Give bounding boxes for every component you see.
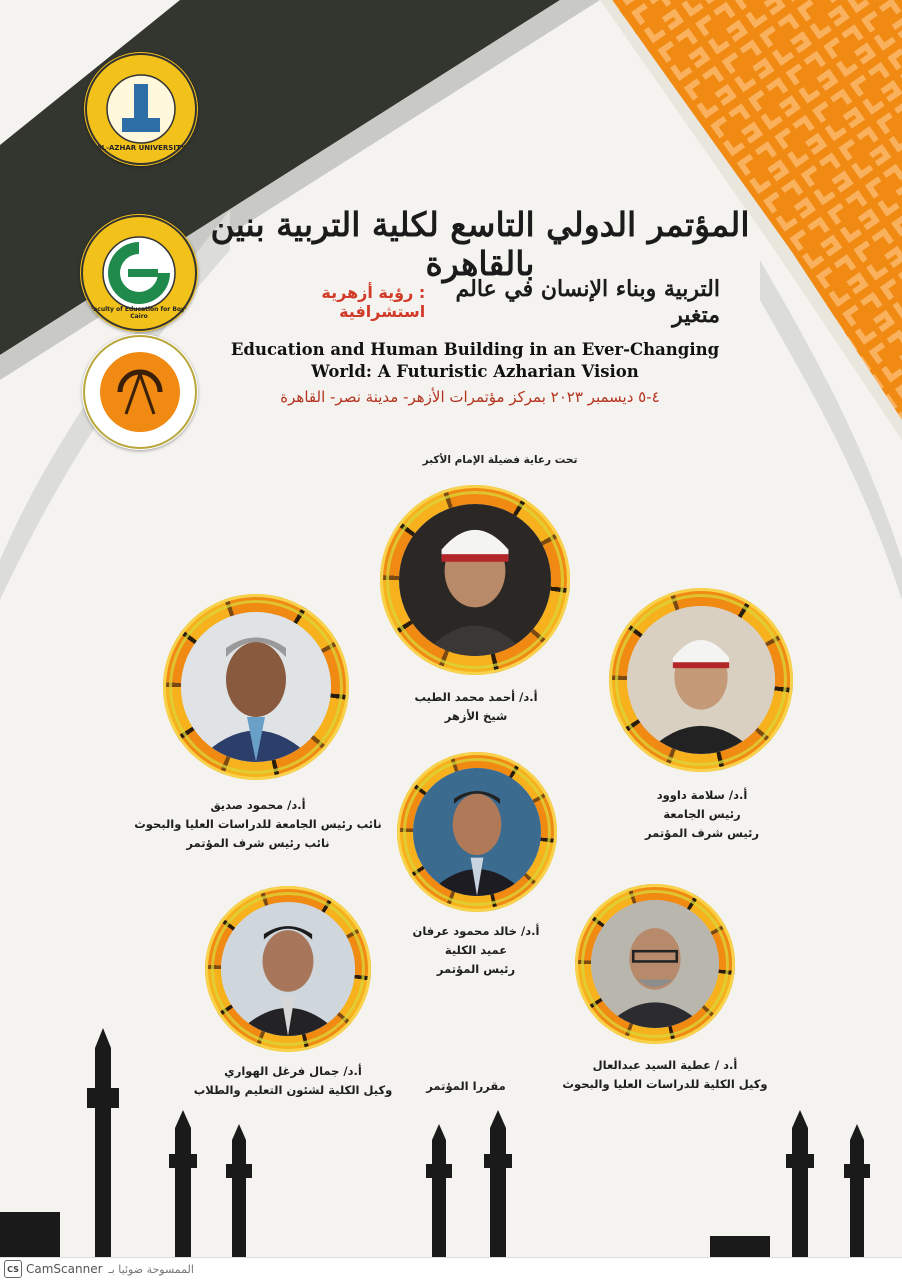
conference-date-venue: ٤-٥ ديسمبر ٢٠٢٣ بمركز مؤتمرات الأزهر- مدينة نصر- القاهرة xyxy=(280,388,660,406)
portrait-grand-imam xyxy=(399,504,551,656)
portrait-vice-dean-students xyxy=(221,902,355,1036)
conference-title-arabic: المؤتمر الدولي التاسع لكلية التربية بنين بالقاهرة xyxy=(210,205,750,283)
conference-theme-suffix: : رؤية أزهرية استشرافية xyxy=(321,283,426,321)
person-name: أ.د / عطية السيد عبدالعال xyxy=(592,1058,738,1072)
person-name: أ.د/ محمود صديق xyxy=(210,798,306,812)
caption-university-president xyxy=(645,786,759,843)
patronage-line: تحت رعاية فضيلة الإمام الأكبر xyxy=(422,454,578,466)
person-role: عميد الكلية xyxy=(444,943,508,957)
person-role: نائب رئيس الجامعة للدراسات العليا والبحوث xyxy=(134,817,382,831)
person-role-2: رئيس شرف المؤتمر xyxy=(644,826,760,840)
person-role: وكيل الكلية للدراسات العليا والبحوث xyxy=(562,1077,768,1091)
camscanner-badge: CS xyxy=(4,1260,22,1278)
person-role-2: نائب رئيس شرف المؤتمر xyxy=(186,836,330,850)
open-education-center-logo xyxy=(82,334,198,450)
person-name: أ.د/ خالد محمود عرفان xyxy=(412,924,540,938)
conference-title-english xyxy=(200,339,750,383)
al-azhar-university-logo xyxy=(84,52,198,166)
person-role: شيخ الأزهر xyxy=(444,709,508,723)
person-name: أ.د/ أحمد محمد الطيب xyxy=(414,690,538,704)
faculty-logo xyxy=(80,214,198,332)
conference-theme-arabic: التربية وبناء الإنسان في عالم متغير xyxy=(455,276,720,328)
person-role: وكيل الكلية لشئون التعليم والطلاب xyxy=(193,1083,393,1097)
conference-theme-row xyxy=(250,276,720,328)
camscanner-arabic: الممسوحة ضوئيا بـ xyxy=(108,1262,194,1276)
caption-vice-president xyxy=(134,796,382,853)
person-role: رئيس الجامعة xyxy=(663,807,741,821)
caption-grand-imam xyxy=(414,688,537,726)
portrait-vice-dean-research xyxy=(591,900,719,1028)
title-english-line-1: Education and Human Building in an Ever-Changing xyxy=(230,340,720,359)
portrait-university-president xyxy=(627,606,775,754)
faculty-logo-text: Faculty of Education for Boys Cairo xyxy=(89,306,189,320)
caption-vice-dean-research xyxy=(562,1056,767,1094)
caption-dean xyxy=(413,922,540,979)
caption-vice-dean-students xyxy=(194,1062,393,1100)
portrait-vice-president xyxy=(181,612,331,762)
camscanner-text: CamScanner xyxy=(26,1262,103,1276)
person-name: أ.د/ جمال فرغل الهواري xyxy=(224,1064,362,1078)
person-name: أ.د/ سلامة داوود xyxy=(656,788,748,802)
scanner-footer xyxy=(0,1257,902,1280)
rapporteurs-label: مقررا المؤتمر xyxy=(426,1079,506,1093)
university-logo-text: AL-AZHAR UNIVERSITY xyxy=(96,144,186,152)
title-english-line-2: World: A Futuristic Azharian Vision xyxy=(311,362,639,381)
person-role-2: رئيس المؤتمر xyxy=(436,962,516,976)
portrait-dean xyxy=(413,768,541,896)
